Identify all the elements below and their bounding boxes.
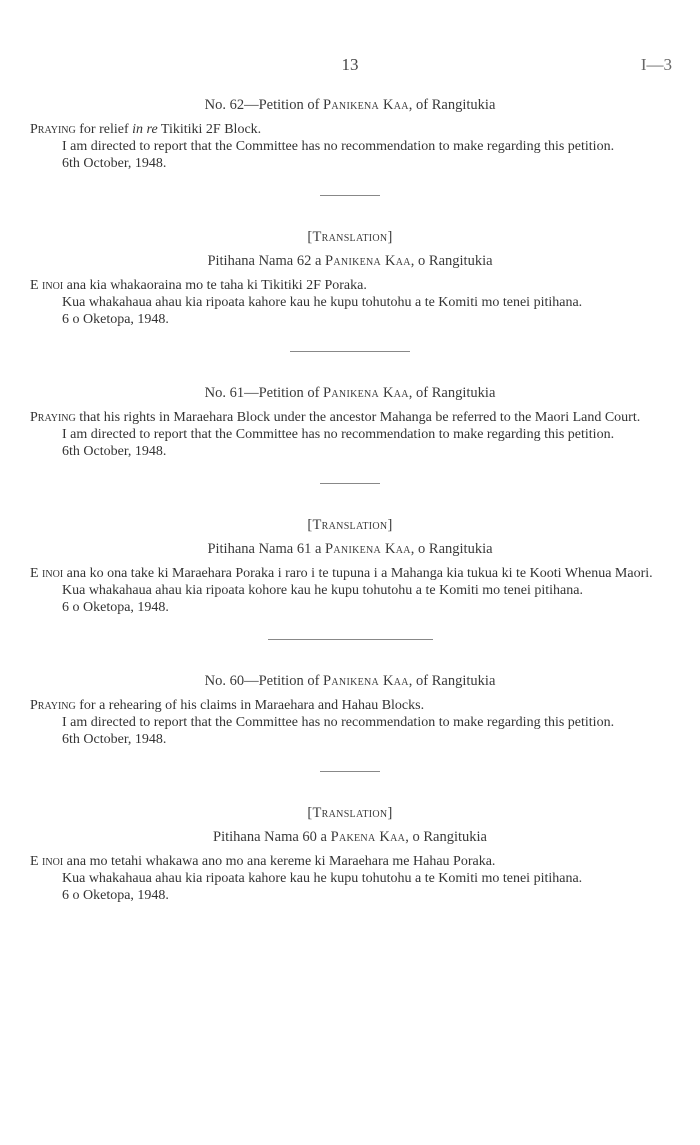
translation-report: Kua whakahaua ahau kia ripoata kahore kau he kupu tohutohu a te Komiti mo tenei pitihana. [62, 871, 583, 886]
document-body [30, 97, 670, 904]
section-divider [268, 639, 433, 640]
translation-praying: E inoi ana ko ona take ki Maraehara Poraka i raro i te tupuna i a Mahanga kia tukua ki te Kooti Whenua Maori. [30, 566, 653, 581]
praying-paragraph: Praying for relief in re Tikitiki 2F Block. [30, 122, 262, 137]
translation-heading: Pitihana Nama 60 a Pakena Kaa, o Rangitukia [213, 829, 487, 845]
translation-report: Kua whakahaua ahau kia ripoata kohore kau he kupu tohutohu a te Komiti mo tenei pitihana. [62, 583, 583, 598]
praying-paragraph: Praying for a rehearing of his claims in Maraehara and Hahau Blocks. [30, 698, 425, 713]
translation-praying: E inoi ana mo tetahi whakawa ano mo ana kereme ki Maraehara me Hahau Poraka. [30, 854, 496, 869]
translation-date: 6 o Oketopa, 1948. [62, 600, 169, 615]
section-divider [320, 483, 380, 484]
section-divider [320, 771, 380, 772]
translation-62 [30, 229, 670, 328]
petition-60 [30, 673, 670, 748]
section-divider [290, 351, 410, 352]
translation-label: [Translation] [307, 805, 393, 821]
report-paragraph: I am directed to report that the Committee has no recommendation to make regarding this petition. [62, 139, 615, 154]
translation-label: [Translation] [307, 517, 393, 533]
petition-heading: No. 62—Petition of Panikena Kaa, of Rangitukia [204, 97, 496, 113]
translation-date: 6 o Oketopa, 1948. [62, 888, 169, 903]
translation-61 [30, 517, 670, 616]
translation-praying: E inoi ana kia whakaoraina mo te taha ki Tikitiki 2F Poraka. [30, 278, 367, 293]
translation-label: [Translation] [307, 229, 393, 245]
section-divider [320, 195, 380, 196]
page-code: I—3 [640, 55, 672, 74]
petition-61 [30, 385, 670, 460]
petition-62 [30, 97, 670, 172]
translation-report: Kua whakahaua ahau kia ripoata kahore kau he kupu tohutohu a te Komiti mo tenei pitihana. [62, 295, 583, 310]
report-paragraph: I am directed to report that the Committee has no recommendation to make regarding this petition. [62, 427, 615, 442]
petition-date: 6th October, 1948. [62, 156, 167, 171]
petition-date: 6th October, 1948. [62, 732, 167, 747]
petition-heading: No. 60—Petition of Panikena Kaa, of Rangitukia [204, 673, 496, 689]
report-paragraph: I am directed to report that the Committee has no recommendation to make regarding this petition. [62, 715, 615, 730]
petition-date: 6th October, 1948. [62, 444, 167, 459]
page-number: 13 [341, 55, 359, 74]
translation-heading: Pitihana Nama 62 a Panikena Kaa, o Rangitukia [207, 253, 493, 269]
translation-60 [30, 805, 670, 904]
translation-date: 6 o Oketopa, 1948. [62, 312, 169, 327]
translation-heading: Pitihana Nama 61 a Panikena Kaa, o Rangitukia [207, 541, 493, 557]
petition-heading: No. 61—Petition of Panikena Kaa, of Rangitukia [204, 385, 496, 401]
praying-paragraph: Praying that his rights in Maraehara Block under the ancestor Mahanga be referred to the Maori Land Court. [30, 410, 641, 425]
